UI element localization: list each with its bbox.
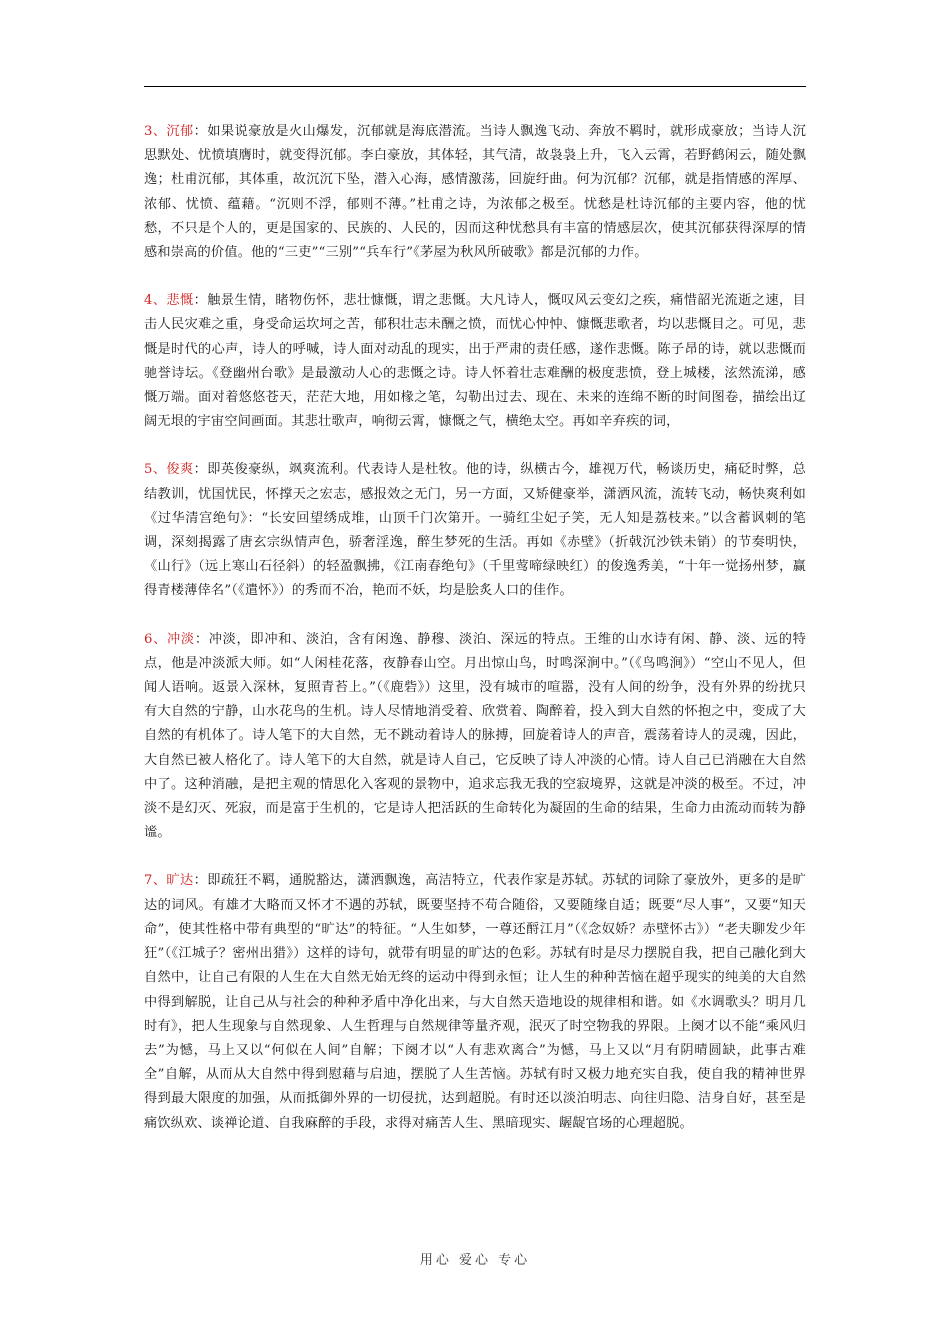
- section-body: ：即英俊豪纵，飒爽流利。代表诗人是杜牧。他的诗，纵横古今，雄视万代，畅谈历史，痛砭时弊，总结教训，忧国忧民，怀撑天之宏志，感报效之无门，另一方面，又矫健豪举，潇洒风流，流转飞动，畅快爽利如《过华清宫绝句》：“长安回望绣成堆，山顶千门次第开。一骑红尘妃子笑，无人知是荔枝来。”以含蓄讽刺的笔调，深刻揭露了唐玄宗纵情声色，骄奢淫逸，醉生梦死的生活。再如《赤壁》（折戟沉沙铁未销）的节奏明快，《山行》（远上寒山石径斜）的轻盈飘拂，《江南春绝句》（千里莺啼绿映红）的俊逸秀美，“十年一觉扬州梦，赢得青楼薄倖名”（《遣怀》）的秀而不冶，艳而不妖，均是脍炙人口的佳作。: [144, 462, 806, 599]
- document-content: [144, 120, 806, 1160]
- section-chongdan: [144, 628, 806, 846]
- section-heading: 6、冲淡: [144, 631, 195, 647]
- section-heading: 5、俊爽: [144, 462, 194, 478]
- section-body: ：如果说豪放是火山爆发，沉郁就是海底潜流。当诗人飘逸飞动、奔放不羁时，就形成豪放；当诗人沉思默处、忧愤填膺时，就变得沉郁。李白豪放，其体轻，其气清，故袅袅上升，飞入云霄，若野鹤闲云，随处飘逸；杜甫沉郁，其体重，故沉沉下坠，潜入心海，感情激荡，回旋纡曲。何为沉郁？沉郁，就是指情感的浑厚、浓郁、忧愤、蕴藉。“沉则不浮，郁则不薄。”杜甫之诗，为浓郁之极至。忧愁是杜诗沉郁的主要内容，他的忧愁，不只是个人的，更是国家的、民族的、人民的，因而这种忧愁具有丰富的情感层次，使其沉郁获得深厚的情感和崇高的价值。他的“三吏”“三别”“兵车行”《茅屋为秋风所破歌》都是沉郁的力作。: [144, 124, 806, 261]
- section-junshuang: [144, 458, 806, 603]
- page-footer: 用心 爱心 专心: [419, 1253, 531, 1268]
- section-heading: 7、旷达: [144, 873, 194, 889]
- section-chenyu: [144, 120, 806, 265]
- section-body: ：触景生情，睹物伤怀，悲壮慷慨，谓之悲慨。大凡诗人，慨叹风云变幻之疾，痛惜韶光流逝之速，目击人民灾难之重，身受命运坎坷之苦，郁积壮志未酬之愤，而忧心忡忡、慷慨悲歌者，均以悲慨目之。可见，悲慨是时代的心声，诗人的呼喊，诗人面对动乱的现实，出于严肃的责任感，遂作悲慨。陈子昂的诗，就以悲慨而驰誉诗坛。《登幽州台歌》是最激动人心的悲慨之诗。诗人怀着壮志难酬的极度悲愤，登上城楼，泫然流涕，感慨万端。面对着悠悠苍天，茫茫大地，用如椽之笔，勾勒出过去、现在、未来的连绵不断的时间图卷，描绘出辽阔无垠的宇宙空间画面。其悲壮歌声，响彻云霄，慷慨之气，横绝太空。再如辛弃疾的词，: [144, 293, 806, 430]
- header-rule: [144, 86, 806, 87]
- section-heading: 4、悲慨: [144, 293, 194, 309]
- section-body: ：冲淡，即冲和、淡泊，含有闲逸、静穆、淡泊、深远的特点。王维的山水诗有闲、静、淡、远的特点，他是冲淡派大师。如“人闲桂花落，夜静春山空。月出惊山鸟，时鸣深涧中。”（《鸟鸣涧》）“空山不见人，但闻人语响。返景入深林，复照青苔上。”（《鹿砦》）这里，没有城市的喧嚣，没有人间的纷争，没有外界的纷扰只有大自然的宁静，山水花鸟的生机。诗人尽情地消受着、欣赏着、陶醉着，投入到大自然的怀抱之中，变成了大自然的有机体了。诗人笔下的大自然，无不跳动着诗人的脉搏，回旋着诗人的声音，震荡着诗人的灵魂，因此，大自然已被人格化了。诗人笔下的大自然，就是诗人自己，它反映了诗人冲淡的心情。诗人自己已消融在大自然中了。这种消融，是把主观的情思化入客观的景物中，追求忘我无我的空寂境界，这就是冲淡的极至。不过，冲淡不是幻灭、死寂，而是富于生机的，它是诗人把活跃的生命转化为凝固的生命的结果，生命力由流动而转为静谧。: [144, 631, 806, 841]
- section-body: ：即疏狂不羁，通脱豁达，潇洒飘逸，高洁特立，代表作家是苏轼。苏轼的词除了豪放外，更多的是旷达的词风。有雄才大略而又怀才不遇的苏轼，既要坚持不苟合随俗，又要随缘自适；既要“尽人事”，又要“知天命”，使其性格中带有典型的“旷达”的特征。“人生如梦，一尊还酹江月”（《念奴娇？赤壁怀古》）“老夫聊发少年狂”（《江城子？密州出猎》）这样的诗句，就带有明显的旷达的色彩。苏轼有时是尽力摆脱自我，把自己融化到大自然中，让自己有限的人生在大自然无始无终的运动中得到永恒；让人生的种种苦恼在超乎现实的纯美的大自然中得到解脱，让自己从与社会的种种矛盾中净化出来，与大自然天造地设的规律相和谐。如《水调歌头？明月几时有》，把人生现象与自然现象、人生哲理与自然规律等量齐观，泯灭了时空物我的界限。上阕才以不能“乘风归去”为憾，马上又以“何似在人间”自解；下阕才以“人有悲欢离合”为憾，马上又以“月有阴晴圆缺，此事古难全”自解，从而从大自然中得到慰藉与启迪，摆脱了人生苦恼。苏轼有时又极力地充实自我，使自我的精神世界得到最大限度的加强，从而抵御外界的一切侵扰，达到超脱。有时还以淡泊明志、向往归隐、洁身自好，甚至是痛饮纵欢、谈禅论道、自我麻醉的手段，求得对痛苦人生、黑暗现实、龌龊官场的心理超脱。: [144, 873, 806, 1131]
- section-kuangda: [144, 869, 806, 1135]
- section-heading: 3、沉郁: [144, 124, 194, 139]
- section-beikai: [144, 289, 806, 434]
